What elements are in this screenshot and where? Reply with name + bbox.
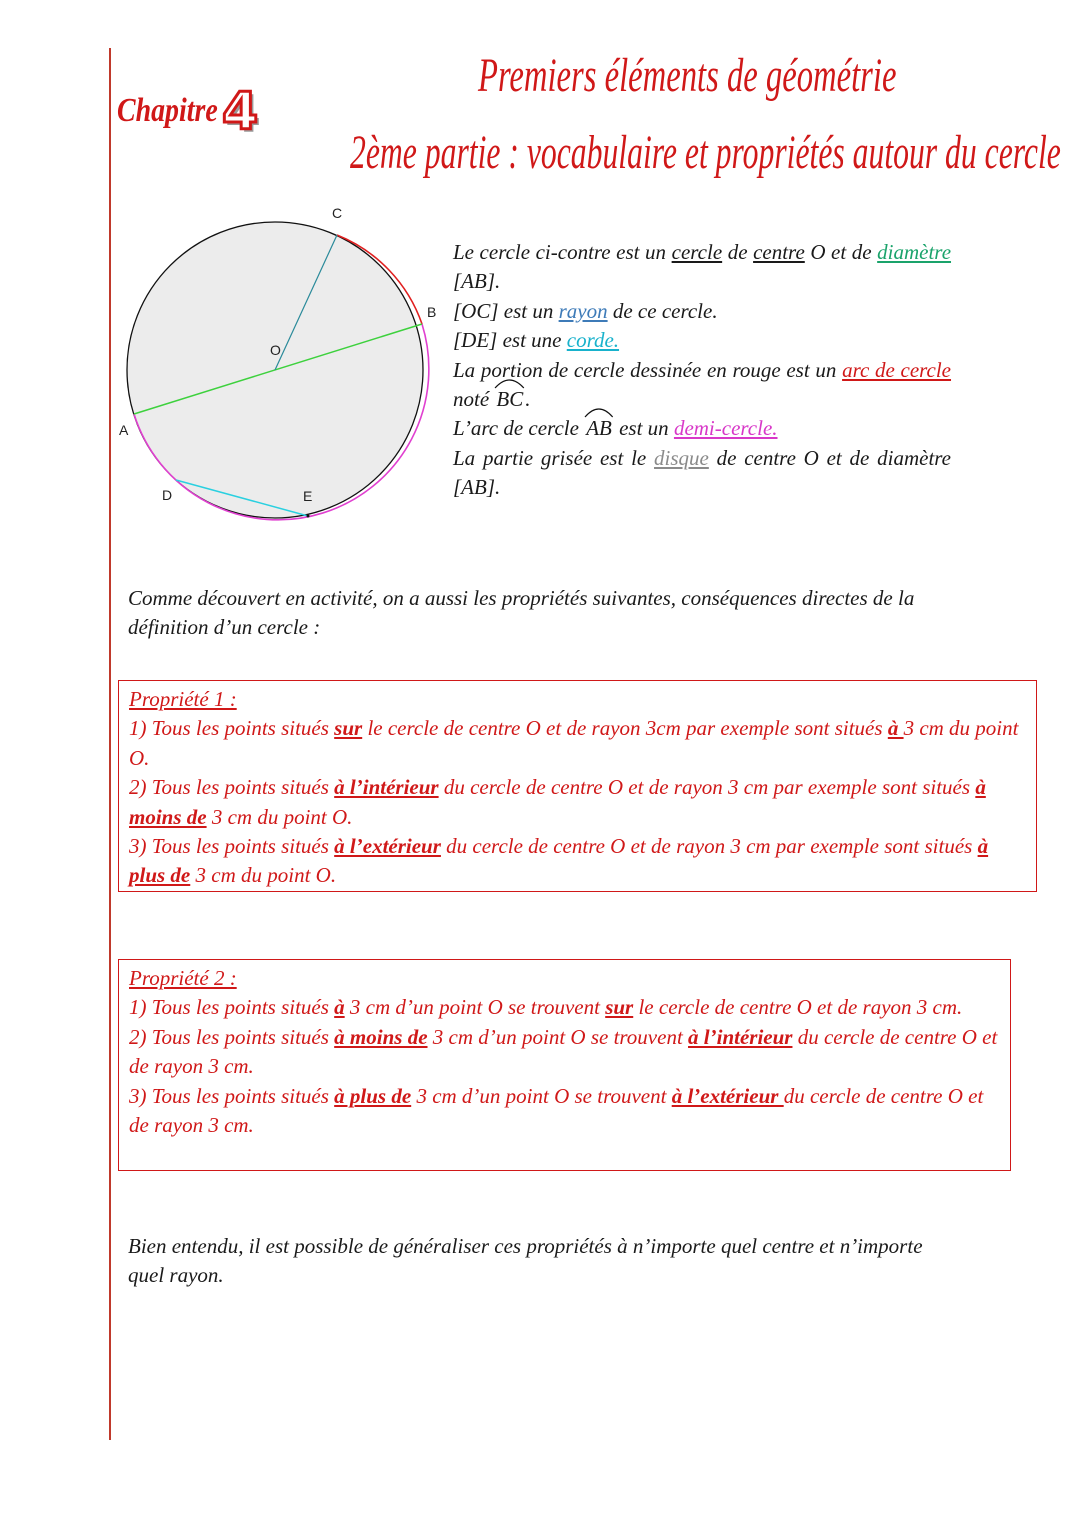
- label-a: A: [119, 422, 129, 438]
- point-e-marker: [307, 515, 310, 518]
- definition-block: [453, 238, 951, 503]
- label-c: C: [332, 205, 343, 221]
- def-line-5: La portion de cercle dessinée en rouge est un arc de cercle noté BC.: [453, 356, 951, 415]
- label-b: B: [427, 304, 437, 320]
- property-2-item-3: 3) Tous les points situés à plus de 3 cm d’un point O se trouvent à l’extérieur du cercle de centre O et de rayon 3 cm.: [129, 1083, 984, 1138]
- property-2-item-2: 2) Tous les points situés à moins de 3 cm d’un point O se trouvent à l’intérieur du cercle de centre O et de rayon 3 cm.: [129, 1024, 998, 1079]
- property-1-item-3: 3) Tous les points situés à l’extérieur du cercle de centre O et de rayon 3 cm par exemple sont situés à plus de 3 cm du point O.: [129, 834, 989, 888]
- property-1-box: [118, 680, 1037, 892]
- property-2-box: [118, 959, 1011, 1171]
- term-corde: corde.: [566, 328, 620, 353]
- def-line-3: [OC] est un rayon de ce cercle.: [453, 298, 718, 323]
- term-arc-de-cercle: arc de cercle: [842, 357, 952, 382]
- chapter-number: 4: [222, 82, 259, 142]
- label-o: O: [270, 342, 281, 358]
- term-disque: disque: [654, 445, 709, 470]
- page-subtitle: 2ème partie : vocabulaire et propriétés autour du cercle: [350, 126, 1061, 179]
- label-e: E: [303, 488, 313, 504]
- def-line-1: Le cercle ci-contre est un cercle de centre O et de diamètre [AB].: [453, 240, 952, 294]
- term-centre: centre: [753, 240, 805, 264]
- property-1-item-2: 2) Tous les points situés à l’intérieur du cercle de centre O et de rayon 3 cm par exemple sont situés à moins de 3 cm du point O.: [129, 775, 986, 829]
- circle-figure: [110, 200, 440, 530]
- arc-notation-ab: AB: [584, 414, 614, 443]
- property-2-item-1: 1) Tous les points situés à 3 cm d’un point O se trouvent sur le cercle de centre O et de rayon 3 cm.: [129, 995, 963, 1020]
- label-d: D: [162, 487, 173, 503]
- term-rayon: rayon: [558, 298, 608, 323]
- term-demi-cercle: demi-cercle.: [673, 416, 778, 441]
- property-2-title: Propriété 2 :: [129, 966, 237, 990]
- intro-paragraph: Comme découvert en activité, on a aussi les propriétés suivantes, conséquences directes de la définition d’un cercle :: [128, 586, 915, 640]
- property-1-item-1: 1) Tous les points situés sur le cercle de centre O et de rayon 3cm par exemple sont situés à 3 cm du point O.: [129, 716, 1019, 770]
- page-title: Premiers éléments de géométrie: [478, 49, 897, 102]
- property-1-title: Propriété 1 :: [129, 687, 237, 711]
- arc-notation-bc: BC: [494, 385, 525, 414]
- chapter-label: Chapitre: [117, 92, 218, 129]
- def-line-6: L’arc de cercle AB est un demi-cercle.: [453, 414, 951, 443]
- def-line-4: [DE] est une corde.: [453, 328, 620, 353]
- def-line-7: La partie grisée est le disque de centre O et de diamètre [AB].: [453, 445, 951, 500]
- outro-paragraph: Bien entendu, il est possible de généraliser ces propriétés à n’importe quel centre et n’importe quel rayon.: [128, 1234, 923, 1288]
- term-diametre: diamètre: [877, 240, 952, 264]
- term-cercle: cercle: [671, 240, 723, 264]
